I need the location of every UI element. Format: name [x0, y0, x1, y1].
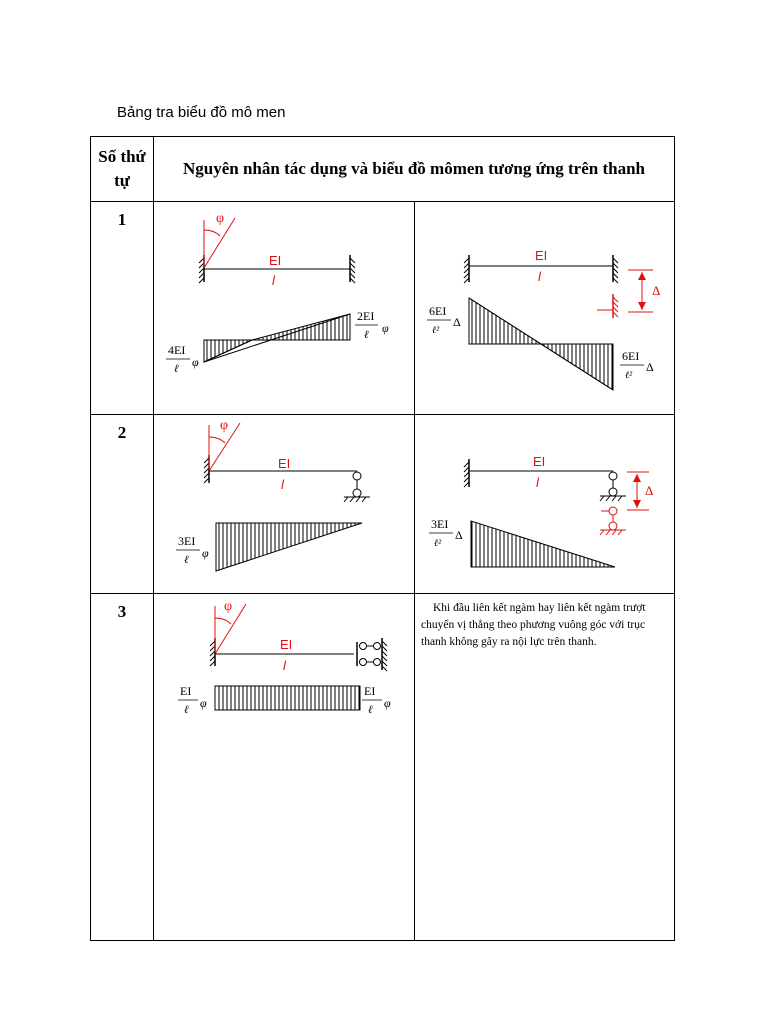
fixed-pinned-displacement-diagram — [415, 415, 673, 583]
moment-6ei-left: 6EI — [429, 304, 447, 318]
ell-label: ℓ — [174, 363, 179, 375]
phi-factor: φ — [202, 546, 209, 560]
diagram-1a — [154, 202, 415, 415]
moment-diagram-table — [90, 136, 675, 941]
length-label: l — [536, 475, 539, 490]
fixed-fixed-rotation-diagram — [154, 202, 413, 404]
ell-squared-label: ℓ² — [625, 370, 633, 381]
ell-label: ℓ — [368, 704, 373, 716]
ei-label: EI — [535, 248, 548, 263]
ell-label: ℓ — [184, 554, 189, 566]
phi-factor: φ — [382, 321, 389, 335]
diagram-2a — [154, 415, 415, 594]
delta-label: Δ — [652, 283, 661, 298]
delta-label: Δ — [645, 483, 654, 498]
moment-4ei: 4EI — [168, 343, 186, 357]
length-label: l — [538, 269, 541, 284]
moment-6ei-right: 6EI — [622, 349, 640, 363]
phi-label: φ — [216, 211, 225, 226]
header-description: Nguyên nhân tác dụng và biểu đồ mômen tương ứng trên thanh — [154, 137, 675, 202]
length-label: l — [272, 273, 275, 288]
phi-factor: φ — [200, 696, 207, 710]
moment-ei-right: EI — [364, 684, 376, 698]
phi-label: φ — [224, 599, 233, 614]
delta-factor: Δ — [453, 315, 461, 329]
header-number: Số thứ tự — [91, 137, 154, 202]
length-label: l — [283, 658, 286, 673]
phi-factor: φ — [192, 355, 199, 369]
ei-label: EI — [278, 456, 291, 471]
phi-label: φ — [220, 418, 229, 433]
moment-2ei: 2EI — [357, 309, 375, 323]
ei-label: EI — [280, 637, 293, 652]
ell-squared-label: ℓ² — [434, 538, 442, 549]
ell-label: ℓ — [184, 704, 189, 716]
ei-label: EI — [533, 454, 546, 469]
delta-factor: Δ — [455, 528, 463, 542]
row-3-note: Khi đầu liên kết ngàm hay liên kết ngàm trượt chuyển vị thẳng theo phương vuông góc với trục thanh không gây ra nội lực trên thanh. — [415, 594, 675, 941]
diagram-2b — [415, 415, 675, 594]
moment-3ei: 3EI — [431, 517, 449, 531]
ell-squared-label: ℓ² — [432, 325, 440, 336]
delta-factor: Δ — [646, 360, 654, 374]
diagram-3a — [154, 594, 415, 941]
moment-ei-left: EI — [180, 684, 192, 698]
length-label: l — [281, 477, 284, 492]
diagram-1b — [415, 202, 675, 415]
phi-factor: φ — [384, 696, 391, 710]
ei-label: EI — [269, 253, 282, 268]
row-number-1: 1 — [91, 202, 154, 415]
fixed-fixed-displacement-diagram — [415, 202, 673, 404]
row-number-2: 2 — [91, 415, 154, 594]
document-title: Bảng tra biểu đồ mô men — [117, 104, 286, 121]
fixed-pinned-rotation-diagram — [154, 415, 413, 583]
moment-3ei: 3EI — [178, 534, 196, 548]
fixed-sliding-rotation-diagram — [154, 594, 413, 734]
row-number-3: 3 — [91, 594, 154, 941]
ell-label: ℓ — [364, 329, 369, 341]
